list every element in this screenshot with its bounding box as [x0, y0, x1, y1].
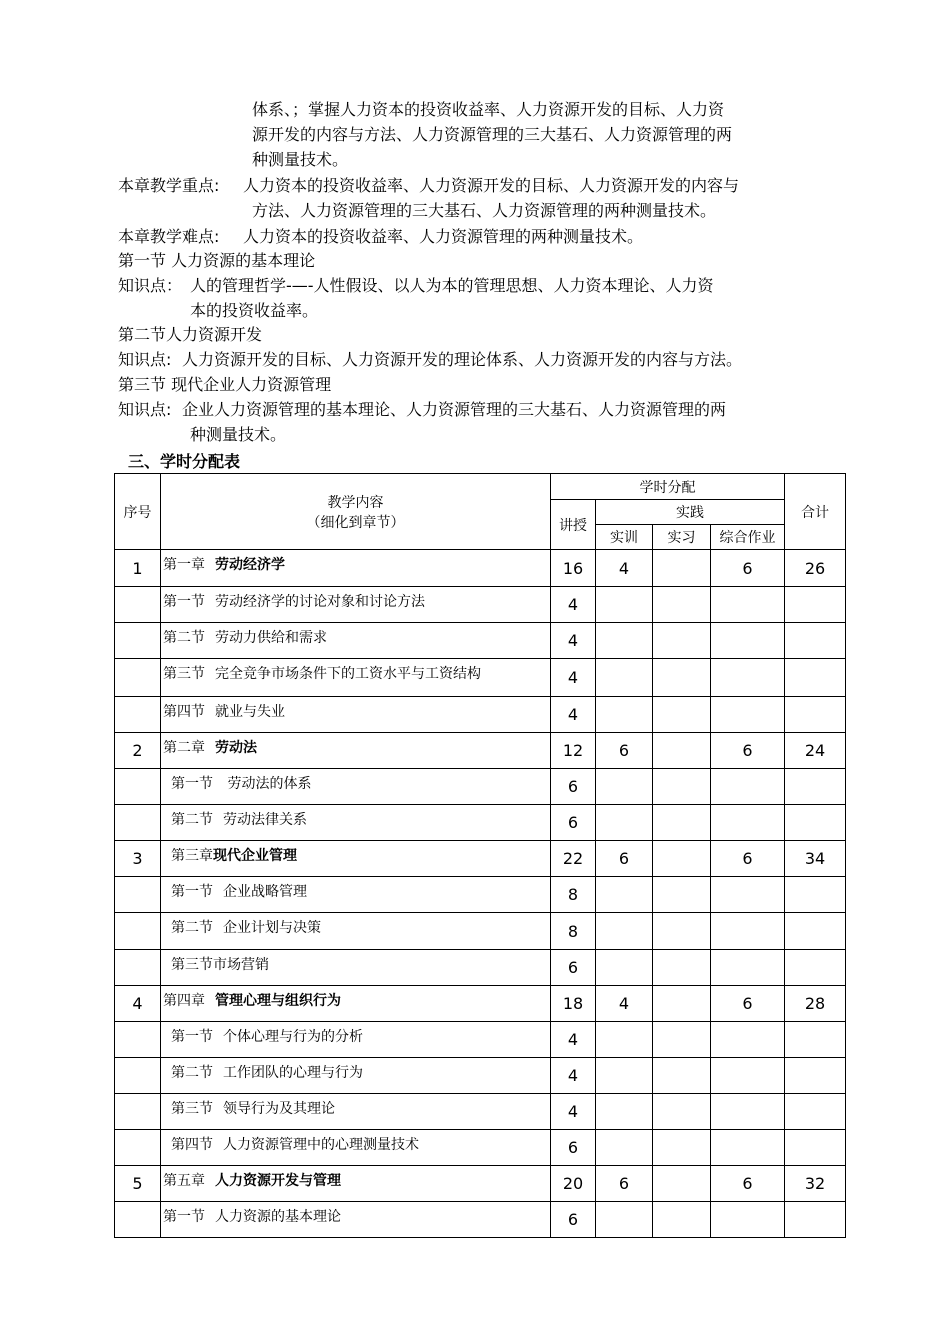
cell-internship — [653, 769, 711, 805]
cell-content — [161, 769, 551, 805]
cell-training — [596, 805, 653, 841]
cell-internship — [653, 659, 711, 697]
cell-seq: 3 — [115, 841, 161, 877]
chapter-row — [115, 1166, 846, 1202]
cell-content — [161, 877, 551, 913]
cell-total: 26 — [785, 550, 846, 587]
cell-seq — [115, 1022, 161, 1058]
cell-seq — [115, 877, 161, 913]
cell-seq: 5 — [115, 1166, 161, 1202]
cell-content — [161, 733, 551, 769]
cell-comprehensive — [711, 1058, 785, 1094]
cell-seq — [115, 587, 161, 623]
section-title: 完全竞争市场条件下的工资水平与工资结构 — [215, 666, 481, 682]
section-number: 第二节 — [171, 920, 213, 936]
knowledge-points-label: 知识点: — [118, 400, 172, 419]
header-training: 实训 — [596, 525, 653, 550]
cell-content — [161, 1022, 551, 1058]
section-number: 第四节 — [171, 1137, 213, 1153]
cell-content — [161, 659, 551, 697]
chapter-number: 第三章 — [171, 848, 213, 864]
section-number: 第二节 — [171, 1065, 213, 1081]
key-points-label: 本章教学重点: — [118, 176, 220, 195]
section-number: 第三节 — [163, 666, 205, 682]
section-number: 第二节 — [163, 630, 205, 646]
chapter-title: 管理心理与组织行为 — [215, 993, 341, 1009]
header-internship: 实习 — [653, 525, 711, 550]
cell-internship — [653, 733, 711, 769]
cell-content — [161, 1166, 551, 1202]
section-row — [115, 1022, 846, 1058]
cell-training — [596, 1202, 653, 1238]
chapter-title: 劳动法 — [215, 740, 257, 756]
section-number: 第一节 — [163, 1209, 205, 1225]
cell-content — [161, 841, 551, 877]
cell-internship — [653, 805, 711, 841]
section-title: 工作团队的心理与行为 — [223, 1065, 363, 1081]
chapter-number: 第五章 — [163, 1173, 205, 1189]
knowledge-points-line: 企业人力资源管理的基本理论、人力资源管理的三大基石、人力资源管理的两 — [182, 400, 727, 419]
cell-total — [785, 1022, 846, 1058]
cell-training: 6 — [596, 841, 653, 877]
table-heading: 三、学时分配表 — [128, 452, 241, 471]
section-title: 第三节 现代企业人力资源管理 — [118, 375, 332, 394]
cell-comprehensive — [711, 877, 785, 913]
cell-content — [161, 913, 551, 950]
cell-total: 32 — [785, 1166, 846, 1202]
section-row — [115, 1202, 846, 1238]
cell-total — [785, 1094, 846, 1130]
chapter-row — [115, 733, 846, 769]
cell-lecture: 6 — [551, 950, 596, 986]
cell-internship — [653, 697, 711, 733]
cell-seq — [115, 913, 161, 950]
cell-lecture: 4 — [551, 1058, 596, 1094]
cell-seq — [115, 697, 161, 733]
section-row — [115, 805, 846, 841]
cell-seq — [115, 1130, 161, 1166]
section-number: 第三节 — [171, 957, 213, 973]
section-row — [115, 1094, 846, 1130]
cell-content — [161, 1094, 551, 1130]
cell-training — [596, 950, 653, 986]
cell-training — [596, 1022, 653, 1058]
cell-lecture: 6 — [551, 805, 596, 841]
section-title: 劳动法律关系 — [223, 812, 307, 828]
cell-total: 34 — [785, 841, 846, 877]
cell-lecture: 16 — [551, 550, 596, 587]
chapter-number: 第四章 — [163, 993, 205, 1009]
cell-content — [161, 587, 551, 623]
section-number: 第一节 — [163, 594, 205, 610]
section-title: 领导行为及其理论 — [223, 1101, 335, 1117]
cell-comprehensive: 6 — [711, 733, 785, 769]
section-row — [115, 697, 846, 733]
cell-internship — [653, 986, 711, 1022]
cell-lecture: 4 — [551, 1094, 596, 1130]
cell-internship — [653, 1130, 711, 1166]
objectives-line: 体系、；掌握人力资本的投资收益率、人力资源开发的目标、人力资 — [252, 100, 725, 119]
cell-total: 28 — [785, 986, 846, 1022]
section-title: 劳动力供给和需求 — [215, 630, 327, 646]
cell-training — [596, 697, 653, 733]
cell-comprehensive — [711, 769, 785, 805]
section-title: 市场营销 — [213, 957, 269, 973]
cell-comprehensive — [711, 697, 785, 733]
cell-seq: 2 — [115, 733, 161, 769]
cell-comprehensive — [711, 659, 785, 697]
header-hours-alloc: 学时分配 — [551, 474, 785, 500]
cell-seq — [115, 1094, 161, 1130]
cell-lecture: 18 — [551, 986, 596, 1022]
section-row — [115, 769, 846, 805]
cell-comprehensive: 6 — [711, 986, 785, 1022]
cell-total — [785, 697, 846, 733]
cell-internship — [653, 1058, 711, 1094]
cell-comprehensive: 6 — [711, 550, 785, 587]
cell-total — [785, 769, 846, 805]
cell-comprehensive — [711, 1094, 785, 1130]
cell-seq — [115, 769, 161, 805]
section-number: 第一节 — [171, 776, 213, 792]
chapter-row — [115, 550, 846, 587]
section-number: 第四节 — [163, 704, 205, 720]
cell-content — [161, 1130, 551, 1166]
section-title: 企业计划与决策 — [223, 920, 321, 936]
header-row — [115, 474, 846, 500]
chapter-title: 劳动经济学 — [215, 557, 285, 573]
section-row — [115, 1058, 846, 1094]
cell-total: 24 — [785, 733, 846, 769]
cell-training — [596, 877, 653, 913]
cell-content — [161, 697, 551, 733]
section-number: 第一节 — [171, 1029, 213, 1045]
cell-seq: 1 — [115, 550, 161, 587]
cell-comprehensive: 6 — [711, 1166, 785, 1202]
cell-total — [785, 587, 846, 623]
cell-training — [596, 1094, 653, 1130]
section-title: 第二节人力资源开发 — [118, 325, 263, 344]
cell-internship — [653, 587, 711, 623]
cell-training: 6 — [596, 1166, 653, 1202]
cell-total — [785, 805, 846, 841]
section-title: 第一节 人力资源的基本理论 — [118, 251, 316, 270]
section-number: 第二节 — [171, 812, 213, 828]
cell-internship — [653, 841, 711, 877]
section-row — [115, 950, 846, 986]
section-number: 第一节 — [171, 884, 213, 900]
difficult-points-text: 人力资本的投资收益率、人力资源管理的两种测量技术。 — [243, 227, 644, 246]
hours-allocation-table — [114, 473, 846, 1238]
section-title: 就业与失业 — [215, 704, 285, 720]
cell-seq — [115, 950, 161, 986]
cell-training: 4 — [596, 550, 653, 587]
header-lecture: 讲授 — [551, 500, 596, 550]
cell-training — [596, 1058, 653, 1094]
cell-training — [596, 1130, 653, 1166]
knowledge-points-label: 知识点: — [118, 350, 172, 369]
section-title: 人力资源管理中的心理测量技术 — [223, 1137, 419, 1153]
cell-internship — [653, 1022, 711, 1058]
chapter-number: 第一章 — [163, 557, 205, 573]
cell-seq — [115, 659, 161, 697]
cell-lecture: 6 — [551, 1202, 596, 1238]
chapter-row — [115, 841, 846, 877]
cell-total — [785, 950, 846, 986]
chapter-title: 人力资源开发与管理 — [215, 1173, 341, 1189]
section-row — [115, 1130, 846, 1166]
cell-lecture: 8 — [551, 913, 596, 950]
cell-lecture: 4 — [551, 697, 596, 733]
cell-content — [161, 950, 551, 986]
header-content-line2: （细化到章节） — [306, 514, 405, 531]
cell-comprehensive — [711, 1022, 785, 1058]
section-row — [115, 623, 846, 659]
cell-training — [596, 769, 653, 805]
cell-lecture: 4 — [551, 623, 596, 659]
cell-training: 4 — [596, 986, 653, 1022]
cell-seq — [115, 1058, 161, 1094]
section-title: 人力资源的基本理论 — [215, 1209, 341, 1225]
cell-content — [161, 1202, 551, 1238]
knowledge-points-line: 种测量技术。 — [190, 425, 287, 444]
cell-lecture: 4 — [551, 587, 596, 623]
key-points-line: 方法、人力资源管理的三大基石、人力资源管理的两种测量技术。 — [252, 201, 717, 220]
cell-lecture: 6 — [551, 769, 596, 805]
chapter-title: 现代企业管理 — [213, 848, 297, 864]
cell-lecture: 4 — [551, 659, 596, 697]
cell-lecture: 4 — [551, 1022, 596, 1058]
cell-training — [596, 623, 653, 659]
cell-content — [161, 623, 551, 659]
cell-internship — [653, 623, 711, 659]
chapter-row — [115, 986, 846, 1022]
cell-training — [596, 659, 653, 697]
header-total: 合计 — [785, 474, 846, 550]
cell-internship — [653, 913, 711, 950]
cell-lecture: 12 — [551, 733, 596, 769]
knowledge-points-line: 本的投资收益率。 — [190, 301, 319, 320]
chapter-number: 第二章 — [163, 740, 205, 756]
section-row — [115, 659, 846, 697]
cell-comprehensive — [711, 950, 785, 986]
cell-comprehensive — [711, 805, 785, 841]
header-seq: 序号 — [115, 474, 161, 550]
cell-total — [785, 623, 846, 659]
section-row — [115, 877, 846, 913]
cell-lecture: 6 — [551, 1130, 596, 1166]
cell-internship — [653, 950, 711, 986]
cell-training — [596, 587, 653, 623]
section-row — [115, 587, 846, 623]
header-practice: 实践 — [596, 500, 785, 525]
cell-comprehensive — [711, 587, 785, 623]
cell-lecture: 20 — [551, 1166, 596, 1202]
cell-comprehensive — [711, 913, 785, 950]
cell-lecture: 8 — [551, 877, 596, 913]
difficult-points-label: 本章教学难点: — [118, 227, 220, 246]
cell-internship — [653, 550, 711, 587]
section-title: 企业战略管理 — [223, 884, 307, 900]
section-title: 个体心理与行为的分析 — [223, 1029, 363, 1045]
cell-internship — [653, 877, 711, 913]
cell-internship — [653, 1094, 711, 1130]
header-content-line1: 教学内容 — [327, 494, 384, 511]
cell-comprehensive — [711, 1202, 785, 1238]
cell-seq — [115, 1202, 161, 1238]
objectives-line: 源开发的内容与方法、人力资源管理的三大基石、人力资源管理的两 — [252, 125, 733, 144]
knowledge-points-line: 人力资源开发的目标、人力资源开发的理论体系、人力资源开发的内容与方法。 — [182, 350, 743, 369]
header-content — [161, 474, 551, 550]
section-number: 第三节 — [171, 1101, 213, 1117]
objectives-line: 种测量技术。 — [252, 150, 349, 169]
cell-comprehensive — [711, 1130, 785, 1166]
cell-internship — [653, 1166, 711, 1202]
cell-seq — [115, 805, 161, 841]
key-points-line: 人力资本的投资收益率、人力资源开发的目标、人力资源开发的内容与 — [243, 176, 740, 195]
cell-content — [161, 550, 551, 587]
cell-content — [161, 986, 551, 1022]
section-title: 劳动经济学的讨论对象和讨论方法 — [215, 594, 425, 610]
cell-training — [596, 913, 653, 950]
cell-comprehensive: 6 — [711, 841, 785, 877]
cell-total — [785, 1058, 846, 1094]
cell-lecture: 22 — [551, 841, 596, 877]
cell-seq: 4 — [115, 986, 161, 1022]
cell-total — [785, 1202, 846, 1238]
knowledge-points-label: 知识点： — [118, 276, 183, 295]
cell-internship — [653, 1202, 711, 1238]
cell-total — [785, 913, 846, 950]
cell-total — [785, 1130, 846, 1166]
cell-seq — [115, 623, 161, 659]
cell-comprehensive — [711, 623, 785, 659]
section-title: 劳动法的体系 — [223, 776, 312, 792]
section-row — [115, 913, 846, 950]
cell-total — [785, 877, 846, 913]
cell-content — [161, 1058, 551, 1094]
knowledge-points-line: 人的管理哲学-—-人性假设、以人为本的管理思想、人力资本理论、人力资 — [190, 276, 714, 295]
cell-total — [785, 659, 846, 697]
header-comprehensive: 综合作业 — [711, 525, 785, 550]
cell-training: 6 — [596, 733, 653, 769]
cell-content — [161, 805, 551, 841]
